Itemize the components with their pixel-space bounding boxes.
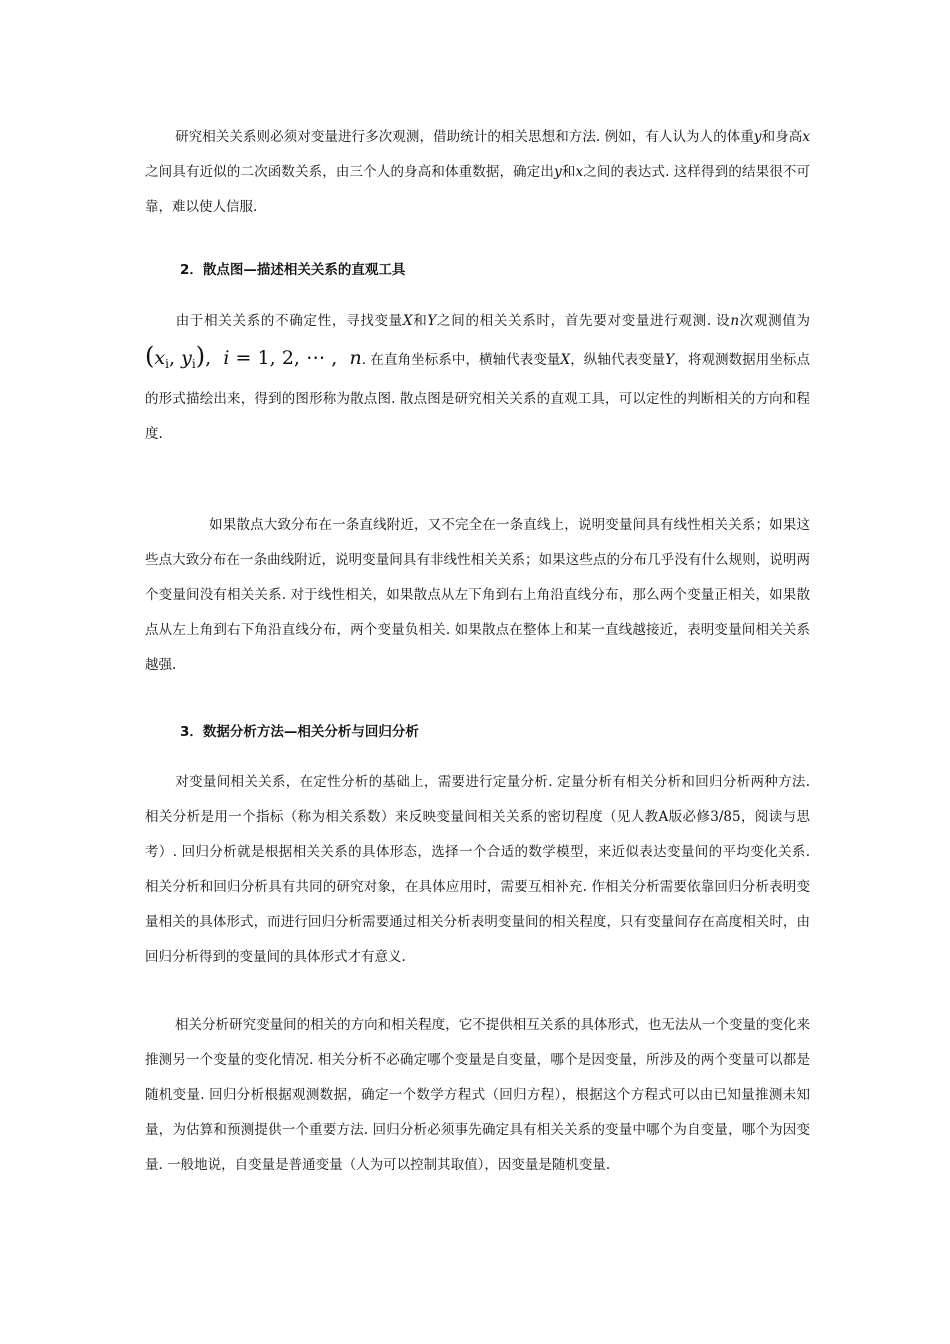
paragraph-quantitative-analysis [145,765,810,975]
text-segment: 对变量间相关关系，在定性分析的基础上，需要进行定量分析. 定量分析有相关分析和回归分析两种方法. 相关分析是用一个指标（称为相关系数）来反映变量间相关关系的密切程度（见人教A版必修3/85，阅读与思考）. 回归分析就是根据相关关系的具体形态，选择一个合适的数学模型，来近似表达变量间的平均变化关系. 相关分析和回归分析具有共同的研究对象，在具体应用时，需要互相补充. 作相关分析需要依靠回归分析表明变量相关的具体形式，而进行回归分析需要通过相关分析表明变量间的相关程度，只有变量间存在高度相关时，由回归分析得到的变量间的具体形式才有意义. [145,774,810,965]
variable-n: n [730,313,740,329]
heading-analysis-methods: 3．数据分析方法—相关分析与回归分析 [180,724,419,740]
paragraph-correlation-vs-regression [145,1008,810,1183]
observation-formula: ($x_i$, $y_i$), i = 1, 2, ⋯ , n [145,342,362,371]
text-segment: . 在直角坐标系中，横轴代表变量 [361,352,561,368]
text-segment: 次观测值为 [739,313,811,329]
paragraph-correlation-intro [145,120,810,225]
text-segment: 和 [412,313,428,329]
variable-x: x [575,164,584,180]
heading-scatter-plot: 2．散点图—描述相关关系的直观工具 [180,262,406,278]
text-segment: 相关分析研究变量间的相关的方向和相关程度，它不提供相互关系的具体形式，也无法从一个变量的变化来推测另一个变量的变化情况. 相关分析不必确定哪个变量是自变量，哪个是因变量，所涉及的两个变量可以都是随机变量. 回归分析根据观测数据，确定一个数学方程式（回归方程），根据这个方程式可以由已知量推测未知量，为估算和预测提供一个重要方法. 回归分析必须事先确定具有相关关系的变量中哪个为自变量，哪个为因变量. 一般地说，自变量是普通变量（人为可以控制其取值），因变量是随机变量. [145,1017,810,1173]
text-segment: 之间的相关关系时，首先要对变量进行观测. 设 [436,313,731,329]
text-segment: 如果散点大致分布在一条直线附近，又不完全在一条直线上，说明变量间具有线性相关关系；如果这些点大致分布在一条曲线附近，说明变量间具有非线性相关关系；如果这些点的分布几乎没有什么规则，说明两个变量间没有相关关系. 对于线性相关，如果散点从左下角到右上角沿直线分布，那么两个变量正相关，如果散点从左上角到右下角沿直线分布，两个变量负相关. 如果散点在整体上和某一直线越接近，表明变量间相关关系越强. [145,517,810,673]
text-segment: 和 [561,164,576,180]
text-segment: 之间的表达式. 这样得到的结果很不可靠，难以使人信服. [145,164,811,215]
text-segment: 由于相关关系的不确定性，寻找变量 [175,313,403,329]
variable-Y: Y [427,313,437,329]
variable-Y: Y [665,352,675,368]
text-segment: ，将观测数据用坐标点的形式描绘出来，得到的图形称为散点图. 散点图是研究相关关系的直观工具，可以定性的判断相关的方向和程度. [145,352,810,442]
text-segment: ，纵轴代表变量 [570,352,666,368]
text-segment: 之间具有近似的二次函数关系，由三个人的身高和体重数据，确定出 [145,164,555,180]
text-segment: 研究相关关系则必须对变量进行多次观测，借助统计的相关思想和方法. 例如，有人认为人的体重 [175,129,754,145]
variable-x: x [802,129,810,145]
variable-y: y [554,164,562,180]
paragraph-scatter-interpretation [145,508,810,683]
variable-X: X [560,352,571,368]
variable-X: X [402,313,413,329]
variable-y: y [753,129,762,145]
paragraph-scatter-plot [145,302,810,452]
text-segment: 和身高 [761,129,803,145]
